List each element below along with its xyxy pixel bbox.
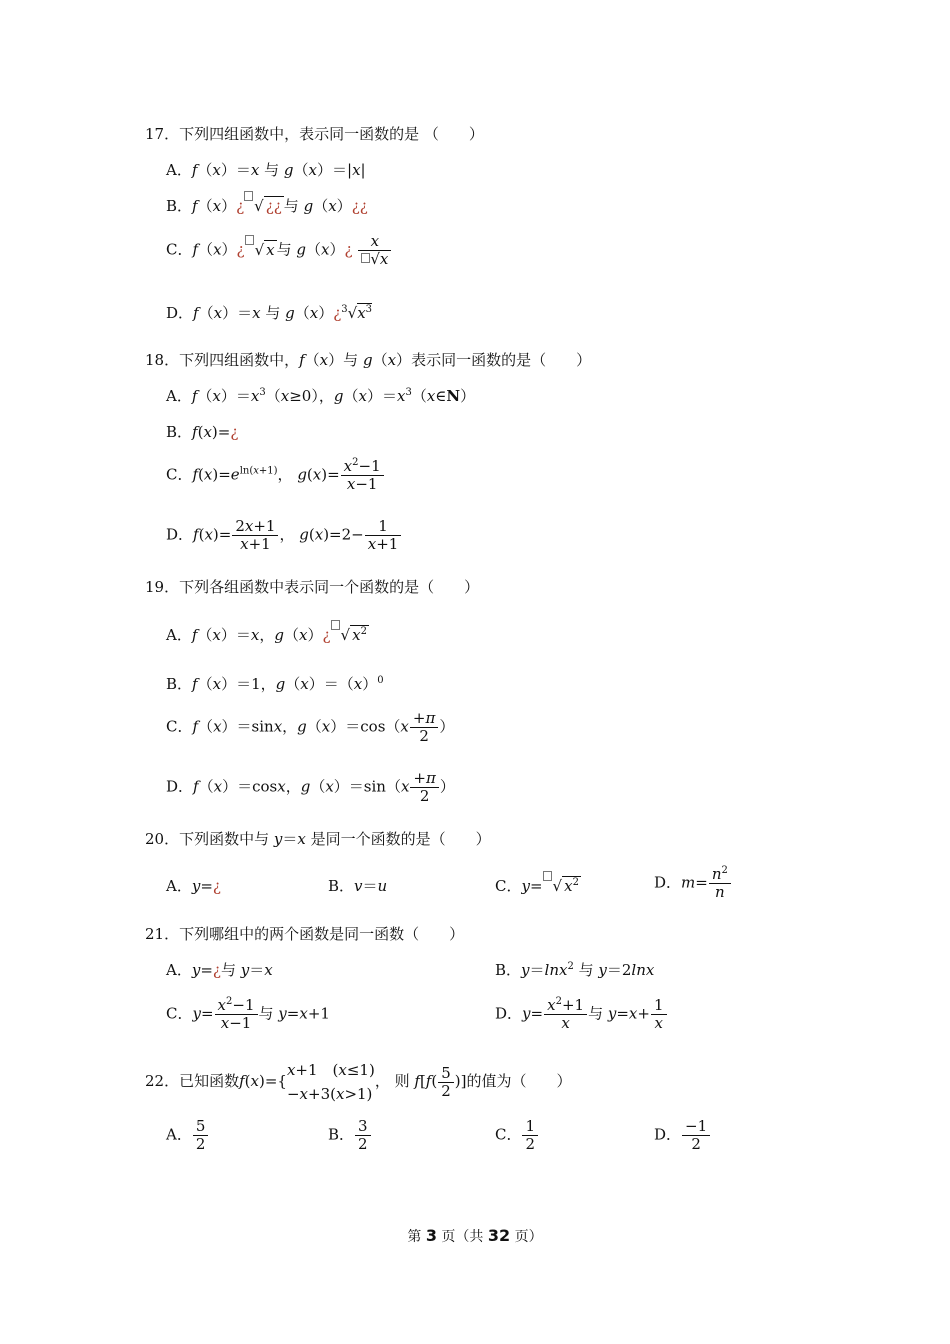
option-label: B． [328, 877, 355, 895]
option-label: C． [166, 240, 193, 259]
option-label: D． [166, 777, 194, 796]
option-label: A． [166, 1125, 192, 1144]
q18-option-c[interactable]: C．$f(x)=e^{ln(x+1)}$， g(x)= $\frac{x^2-1}{x-1}$ [166, 458, 385, 493]
q19-option-a[interactable]: A．f（x）＝x，g（x）¿ √ $x^2$ [166, 625, 369, 645]
page-footer: 第 3 页（共 32 页） [407, 1226, 543, 1245]
option-label: B． [166, 197, 193, 215]
option-label: D． [654, 873, 682, 892]
q21-option-c[interactable]: C．y= $\frac{x^2-1}{x-1}$ 与 y=x+1 [166, 996, 330, 1032]
option-label: C． [495, 1125, 522, 1144]
q20-stem: 20．下列函数中与 y＝x 是同一个函数的是（ ） [145, 830, 491, 848]
q22-option-a[interactable]: A． $\frac{5}{2}$ [166, 1118, 209, 1153]
q19-stem: 19．下列各组函数中表示同一个函数的是（ ） [145, 578, 480, 596]
q20-option-c[interactable]: C．y= √ $x^2$ [495, 876, 581, 896]
q21-option-a[interactable]: A．y=¿与 y＝x [166, 961, 273, 979]
page-number: 3 [425, 1226, 437, 1245]
q20-option-d[interactable]: D．m= $\frac{n^2}{n}$ [654, 866, 732, 901]
q19-option-d[interactable]: D．f（x）＝cosx，g（x）＝sin（x $\frac{+\pi}{2}$ ） [166, 769, 455, 805]
option-label: A． [166, 626, 192, 644]
option-label: A． [166, 161, 192, 179]
q21-stem: 21．下列哪组中的两个函数是同一函数（ ） [145, 925, 465, 943]
option-label: D． [166, 525, 194, 544]
q22-option-d[interactable]: D． $\frac{-1}{2}$ [654, 1118, 711, 1153]
option-label: D． [166, 304, 194, 322]
q22-option-c[interactable]: C． $\frac{1}{2}$ [495, 1118, 539, 1153]
option-label: C． [166, 717, 193, 736]
q20-option-a[interactable]: A．y=¿ [166, 877, 221, 895]
q17-option-c[interactable]: C．f（x）¿ √ x 与 g（x）¿ $\frac{x}{√x}$ [166, 233, 392, 268]
option-label: C． [166, 1004, 193, 1023]
q17-option-d[interactable]: D．f（x）＝x 与 $g(x)¿^3√x^3$ [166, 304, 373, 322]
q22-stem: 22．已知函数f(x)={ x+1 (x≤1) −x+3(x>1) ， 则 f[f( $\frac{5}{2}$ )]的值为（ ） [145, 1061, 572, 1103]
q17-option-b[interactable]: B．f（x）¿ √ ¿¿ 与 g（x）¿¿ [166, 196, 368, 216]
q17-option-a[interactable]: A．f（x）＝x 与 g（x）＝|x| [166, 161, 366, 179]
option-label: C． [495, 877, 522, 895]
option-label: B． [495, 961, 522, 979]
q20-option-b[interactable]: B．v＝u [328, 877, 388, 895]
q18-option-d[interactable]: D．f(x)= $\frac{2x+1}{x+1}$ ， g(x)=2− $\frac{1}{x+1}$ [166, 518, 402, 553]
option-label: C． [166, 465, 193, 484]
option-label: A． [166, 387, 192, 405]
option-label: A． [166, 877, 192, 895]
option-label: D． [495, 1004, 523, 1023]
q17-stem: 17．下列四组函数中，表示同一函数的是 （ ） [145, 125, 484, 143]
option-label: A． [166, 961, 192, 979]
q18-option-a[interactable]: A．$f(x)=x^3(x\ge 0)$，$g(x)=x^3(x\in N)$ [166, 387, 476, 405]
q21-option-d[interactable]: D．y= $\frac{x^2+1}{x}$ 与 y=x+ $\frac{1}{x}$ [495, 997, 668, 1032]
q18-stem: 18．下列四组函数中，f（x）与 g（x）表示同一函数的是（ ） [145, 351, 592, 369]
q19-option-c[interactable]: C．f（x）＝sinx，g（x）＝cos（x $\frac{+\pi}{2}$ ） [166, 709, 455, 745]
option-label: B． [166, 675, 193, 693]
q21-option-b[interactable]: B．y＝lnx$^2$ 与 y＝2lnx [495, 961, 655, 979]
option-label: D． [654, 1125, 682, 1144]
option-label: B． [328, 1125, 355, 1144]
page-total: 32 [487, 1226, 511, 1245]
q18-option-b[interactable]: B．f(x)=¿ [166, 423, 239, 441]
option-label: B． [166, 423, 193, 441]
q19-option-b[interactable]: B．f（x）＝1，$g(x)=(x)^0$ [166, 675, 384, 693]
q22-option-b[interactable]: B． $\frac{3}{2}$ [328, 1118, 372, 1153]
